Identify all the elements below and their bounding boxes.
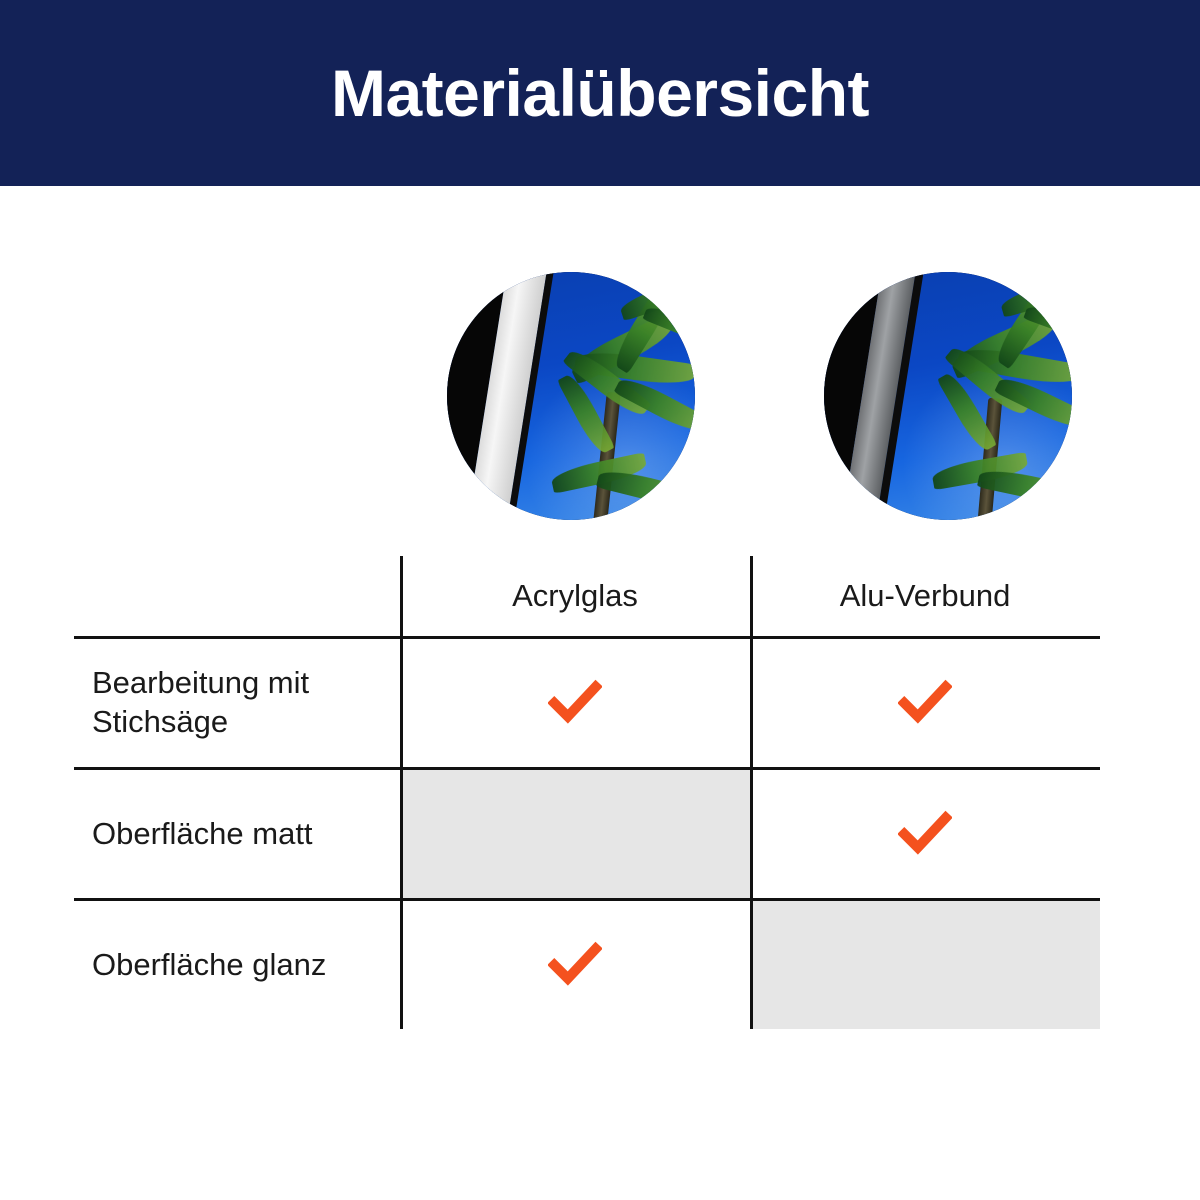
check-icon: [548, 938, 602, 992]
column-label: Alu-Verbund: [839, 578, 1011, 613]
table-row: [74, 639, 1100, 767]
row-label-cell: [74, 901, 400, 1029]
acrylglas-sample: [447, 272, 695, 520]
column-divider: [400, 901, 403, 1029]
row-label-cell: [74, 770, 400, 898]
check-icon: [898, 676, 952, 730]
check-icon: [898, 807, 952, 861]
cell-acrylglas-matt: [400, 770, 750, 898]
table-header-acrylglas: [400, 556, 750, 636]
column-divider: [400, 770, 403, 898]
table-header-row: [74, 556, 1100, 636]
table-header-empty: [74, 556, 400, 636]
row-label: Oberfläche glanz: [92, 946, 327, 982]
alu-verbund-sample: [824, 272, 1072, 520]
check-icon: [548, 676, 602, 730]
material-comparison-table: [74, 556, 1100, 1029]
row-label-cell: [74, 639, 400, 767]
cell-acrylglas-glanz: [400, 901, 750, 1029]
cell-alu-matt: [750, 770, 1100, 898]
cell-alu-glanz: [750, 901, 1100, 1029]
column-divider: [400, 556, 403, 636]
table-row: [74, 901, 1100, 1029]
column-divider: [750, 556, 753, 636]
sample-images: [0, 272, 1200, 520]
table-row: [74, 770, 1100, 898]
column-divider: [750, 639, 753, 767]
row-label: [74, 664, 309, 742]
page-header: [0, 0, 1200, 186]
column-label: Acrylglas: [512, 578, 638, 613]
page-title: Materialübersicht: [331, 56, 869, 130]
column-divider: [750, 901, 753, 1029]
cell-acrylglas-stichsaege: [400, 639, 750, 767]
row-label: Oberfläche matt: [92, 815, 313, 851]
column-divider: [750, 770, 753, 898]
column-divider: [400, 639, 403, 767]
row-label-line1: Bearbeitung mit: [92, 665, 310, 701]
table-header-alu-verbund: [750, 556, 1100, 636]
row-label-line2: Stichsäge: [92, 704, 229, 739]
cell-alu-stichsaege: [750, 639, 1100, 767]
